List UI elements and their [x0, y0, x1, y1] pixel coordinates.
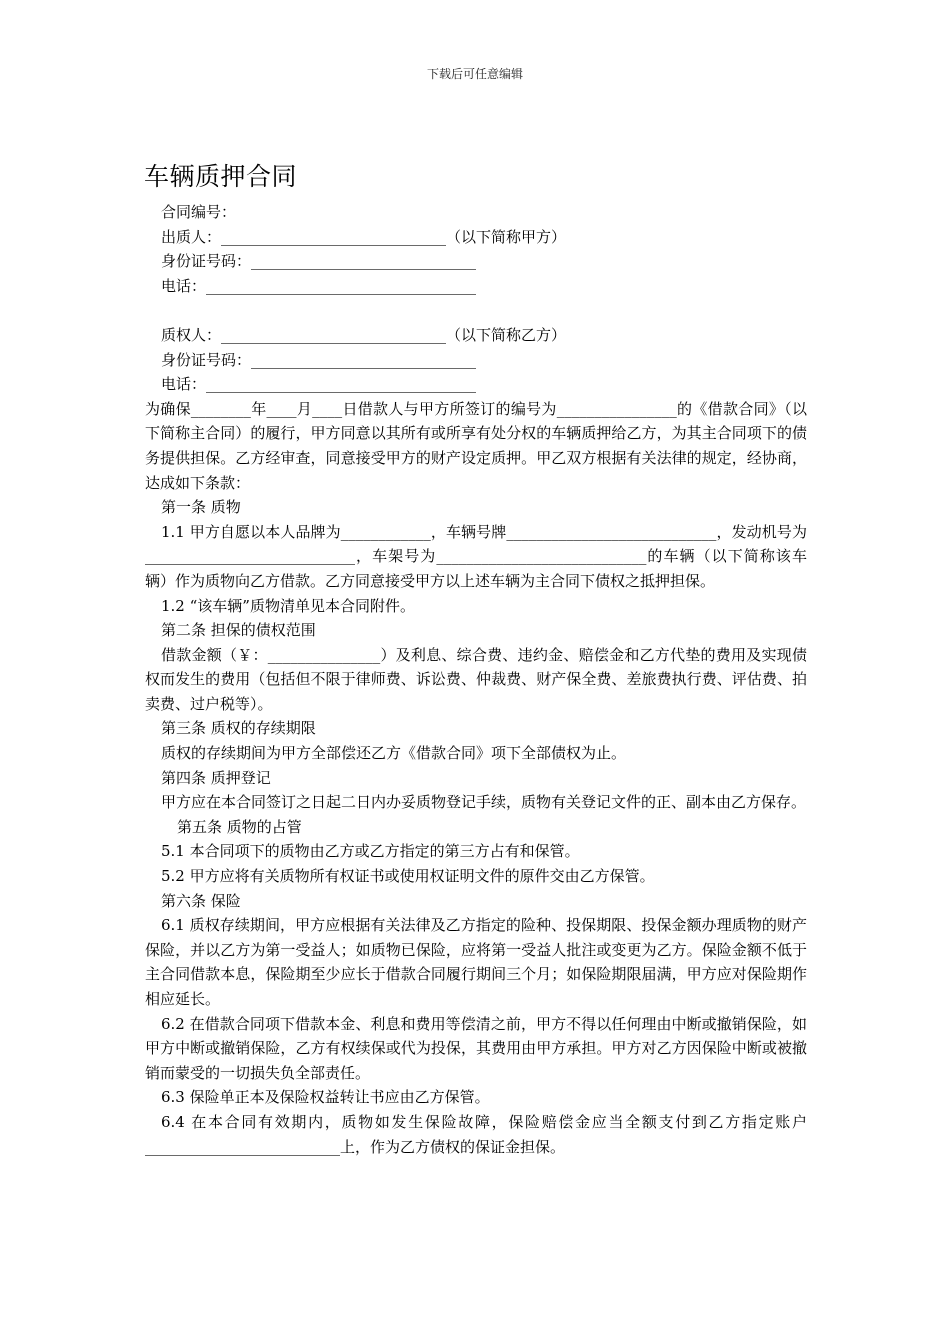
pledgor-phone-line: 电话：____________________________________ — [161, 276, 477, 295]
clause-6-3: 6.3 保险单正本及保险权益转让书应由乙方保管。 — [161, 1088, 490, 1107]
clause-1-2: 1.2 “该车辆”质物清单见本合同附件。 — [161, 596, 415, 615]
contract-body — [145, 200, 807, 1159]
article-4-heading: 第四条 质押登记 — [161, 768, 271, 787]
clause-5-2: 5.2 甲方应将有关质物所有权证书或使用权证明文件的原件交由乙方保管。 — [161, 867, 655, 886]
clause-6-1: 6.1 质权存续期间，甲方应根据有关法律及乙方指定的险种、投保期限、投保金额办理质物的财产保险，并以乙方为第一受益人；如质物已保险，应将第一受益人批注或变更为乙方。保险金额不低于主合同借款本息，保险期至少应长于借款合同履行期间三个月；如保险期限届满，甲方应对保险期作相应延长。 — [145, 916, 807, 1008]
clause-6-4: 6.4 在本合同有效期内，质物如发生保险故障，保险赔偿金应当全额支付到乙方指定账户__________________________上，作为乙方债权的保证金担保。 — [145, 1112, 807, 1156]
pledgor-line: 出质人：______________________________（以下简称甲方） — [161, 227, 567, 246]
preamble-paragraph: 为确保________年____月____日借款人与甲方所签订的编号为________________的《借款合同》（以下简称主合同）的履行，甲方同意以其所有或所享有处分权的车辆质押给乙方，为其主合同项下的债务提供担保。乙方经审查，同意接受甲方的财产设定质押。甲乙双方根据有关法律的规定，经协商，达成如下条款： — [145, 399, 807, 492]
article-5-heading: 第五条 质物的占管 — [177, 817, 302, 836]
article-3-text: 质权的存续期间为甲方全部偿还乙方《借款合同》项下全部债权为止。 — [161, 744, 627, 763]
document-title: 车辆质押合同 — [144, 162, 298, 191]
pledgor-id-line: 身份证号码：______________________________ — [161, 252, 477, 271]
article-4-text: 甲方应在本合同签订之日起二日内办妥质物登记手续，质物有关登记文件的正、副本由乙方保存。 — [161, 793, 807, 812]
article-2-text: 借款金额（￥：_______________）及利息、综合费、违约金、赔偿金和乙方代垫的费用及实现债权而发生的费用（包括但不限于律师费、诉讼费、仲裁费、财产保全费、差旅费执行费、评估费、拍卖费、过户税等）。 — [145, 645, 807, 713]
article-3-heading: 第三条 质权的存续期限 — [161, 719, 316, 738]
article-6-heading: 第六条 保险 — [161, 891, 241, 910]
clause-6-2: 6.2 在借款合同项下借款本金、利息和费用等偿清之前，甲方不得以任何理由中断或撤销保险，如甲方中断或撤销保险，乙方有权续保或代为投保，其费用由甲方承担。甲方对乙方因保险中断或被撤销而蒙受的一切损失负全部责任。 — [145, 1014, 807, 1082]
clause-1-1: 1.1 甲方自愿以本人品牌为____________，车辆号牌____________________________，发动机号为____________________________，车架号为____________________________的车辆（以下简称该车辆）作为质物向乙方借款。乙方同意接受甲方以上述车辆为主合同下债权之抵押担保。 — [145, 522, 807, 590]
pledgee-phone-line: 电话：____________________________________ — [161, 375, 477, 394]
article-2-heading: 第二条 担保的债权范围 — [161, 621, 316, 640]
pledgee-id-line: 身份证号码：______________________________ — [161, 350, 477, 369]
spacer — [145, 298, 807, 323]
clause-5-1: 5.1 本合同项下的质物由乙方或乙方指定的第三方占有和保管。 — [161, 842, 580, 861]
pledgee-line: 质权人：______________________________（以下简称乙方） — [161, 325, 567, 344]
contract-number-line: 合同编号： — [161, 203, 237, 221]
article-1-heading: 第一条 质物 — [161, 498, 241, 517]
page-header: 下载后可任意编辑 — [426, 67, 523, 81]
